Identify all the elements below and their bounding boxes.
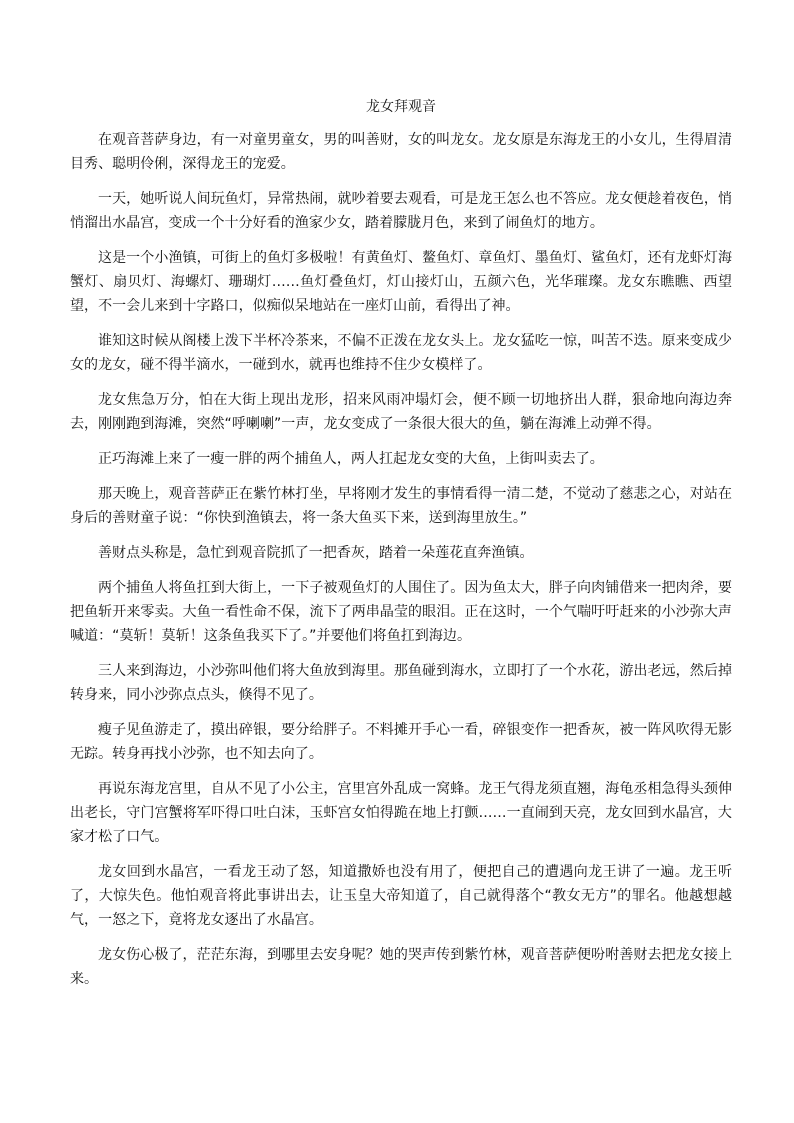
- document-title: 龙女拜观音: [366, 99, 436, 115]
- document-page: [70, 98, 732, 1002]
- paragraph-1: 在观音菩萨身边，有一对童男童女，男的叫善财，女的叫龙女。龙女原是东海龙王的小女儿，生得眉清目秀、聪明伶俐，深得龙王的宠爱。: [70, 132, 732, 172]
- paragraph-10: 三人来到海边，小沙弥叫他们将大鱼放到海里。那鱼碰到海水，立即打了一个水花，游出老远，然后掉转身来，同小沙弥点点头，倏得不见了。: [70, 663, 732, 703]
- paragraph-6: 正巧海滩上来了一瘦一胖的两个捕鱼人，两人扛起龙女变的大鱼，上街叫卖去了。: [98, 451, 604, 467]
- paragraph-4: 谁知这时候从阁楼上泼下半杯冷茶来，不偏不正泼在龙女头上。龙女猛吃一惊，叫苦不迭。原来变成少女的龙女，碰不得半滴水，一碰到水，就再也维持不住少女模样了。: [70, 333, 732, 373]
- paragraph-5: 龙女焦急万分，怕在大街上现出龙形，招来风雨冲塌灯会，便不顾一切地挤出人群，狠命地向海边奔去，刚刚跑到海滩，突然“呼喇喇”一声，龙女变成了一条很大很大的鱼，躺在海滩上动弹不得。: [70, 392, 732, 432]
- paragraph-12: 再说东海龙宫里，自从不见了小公主，宫里宫外乱成一窝蜂。龙王气得龙须直翘，海龟丞相急得头颈伸出老长，守门宫蟹将军吓得口吐白沫，玉虾宫女怕得跪在地上打颤……一直闹到天亮，龙女回到水晶宫，大家才松了口气。: [70, 781, 732, 845]
- paragraph-9: 两个捕鱼人将鱼扛到大街上，一下子被观鱼灯的人围住了。因为鱼太大，胖子向肉铺借来一把肉斧，要把鱼斩开来零卖。大鱼一看性命不保，流下了两串晶莹的眼泪。正在这时，一个气喘吁吁赶来的小沙弥大声喊道：“莫斩！莫斩！这条鱼我买下了。”并要他们将鱼扛到海边。: [70, 580, 732, 644]
- paragraph-14: 龙女伤心极了，茫茫东海，到哪里去安身呢？她的哭声传到紫竹林，观音菩萨便吩咐善财去把龙女接上来。: [70, 947, 732, 987]
- paragraph-7: 那天晚上，观音菩萨正在紫竹林打坐，早将刚才发生的事情看得一清二楚，不觉动了慈悲之心，对站在身后的善财童子说：“你快到渔镇去，将一条大鱼买下来，送到海里放生。”: [70, 486, 732, 526]
- paragraph-8: 善财点头称是，急忙到观音院抓了一把香灰，踏着一朵莲花直奔渔镇。: [98, 545, 534, 561]
- paragraph-13: 龙女回到水晶宫，一看龙王动了怒，知道撒娇也没有用了，便把自己的遭遇向龙王讲了一遍。龙王听了，大惊失色。他怕观音将此事讲出去，让玉皇大帝知道了，自己就得落个“教女无方”的罪名。他越想越气，一怒之下，竟将龙女逐出了水晶宫。: [70, 864, 732, 928]
- paragraph-11: 瘦子见鱼游走了，摸出碎银，要分给胖子。不料摊开手心一看，碎银变作一把香灰，被一阵风吹得无影无踪。转身再找小沙弥，也不知去向了。: [70, 722, 732, 762]
- paragraph-3: 这是一个小渔镇，可街上的鱼灯多极啦！有黄鱼灯、鳌鱼灯、章鱼灯、墨鱼灯、鲨鱼灯，还有龙虾灯海蟹灯、扇贝灯、海螺灯、珊瑚灯……鱼灯叠鱼灯，灯山接灯山，五颜六色，光华璀璨。龙女东瞧瞧、西望望，不一会儿来到十字路口，似痴似呆地站在一座灯山前，看得出了神。: [70, 250, 732, 314]
- paragraph-2: 一天，她听说人间玩鱼灯，异常热闹，就吵着要去观看，可是龙王怎么也不答应。龙女便趁着夜色，悄悄溜出水晶宫，变成一个十分好看的渔家少女，踏着朦胧月色，来到了闹鱼灯的地方。: [70, 191, 732, 231]
